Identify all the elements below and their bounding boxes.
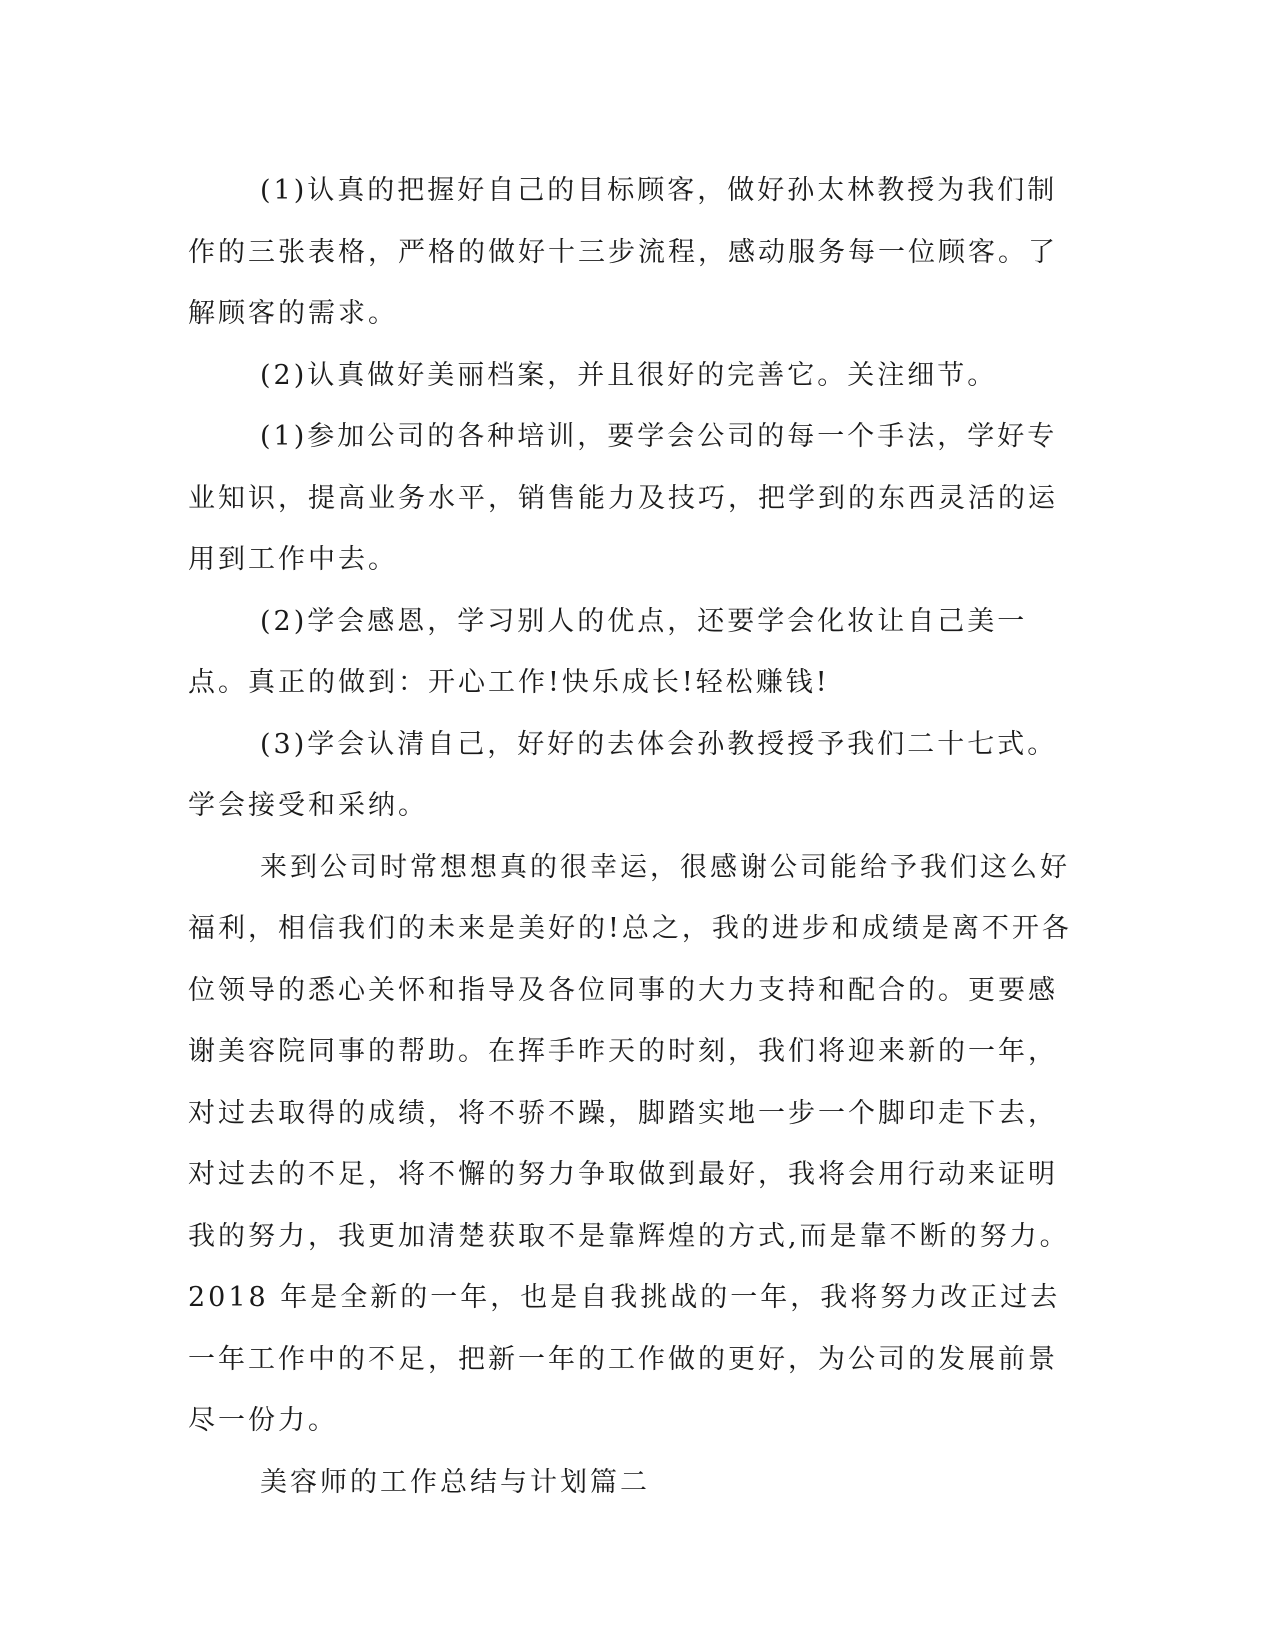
document-body	[188, 160, 1084, 1513]
section-heading: 美容师的工作总结与计划篇二	[260, 1466, 650, 1498]
paragraph-target-customers: (1)认真的把握好自己的目标顾客，做好孙太林教授为我们制作的三张表格，严格的做好十三步流程，感动服务每一位顾客。了解顾客的需求。	[188, 175, 1058, 329]
paragraph-beauty-records: (2)认真做好美丽档案，并且很好的完善它。关注细节。	[260, 359, 998, 391]
paragraph-training: (1)参加公司的各种培训，要学会公司的每一个手法，学好专业知识，提高业务水平，销售能力及技巧，把学到的东西灵活的运用到工作中去。	[188, 421, 1058, 575]
paragraph-summary: 来到公司时常想想真的很幸运，很感谢公司能给予我们这么好福利，相信我们的未来是美好的!总之，我的进步和成绩是离不开各位领导的悉心关怀和指导及各位同事的大力支持和配合的。更要感谢美容院同事的帮助。在挥手昨天的时刻，我们将迎来新的一年，对过去取得的成绩，将不骄不躁，脚踏实地一步一个脚印走下去，对过去的不足，将不懈的努力争取做到最好，我将会用行动来证明我的努力，我更加清楚获取不是靠辉煌的方式,而是靠不断的努力。2018 年是全新的一年，也是自我挑战的一年，我将努力改正过去一年工作中的不足，把新一年的工作做的更好，为公司的发展前景尽一份力。	[188, 851, 1072, 1436]
paragraph-self-knowledge: (3)学会认清自己，好好的去体会孙教授授予我们二十七式。学会接受和采纳。	[188, 728, 1058, 821]
paragraph-gratitude: (2)学会感恩，学习别人的优点，还要学会化妆让自己美一点。真正的做到：开心工作!快乐成长!轻松赚钱!	[188, 605, 1028, 698]
